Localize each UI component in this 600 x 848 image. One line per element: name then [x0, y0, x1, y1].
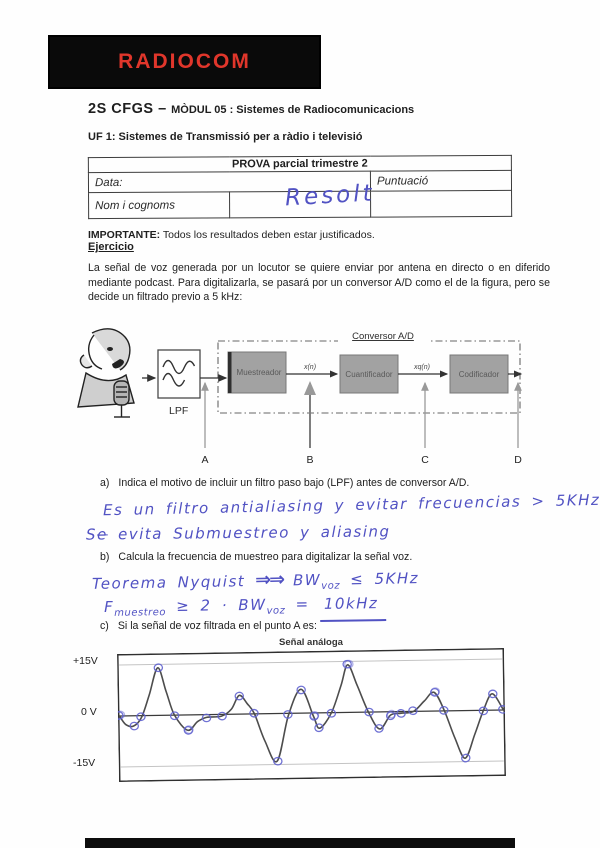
bw-symbol: BW — [292, 570, 322, 590]
chart-title: Señal análoga — [279, 637, 343, 648]
exercise-heading: Ejercicio — [88, 241, 134, 253]
answer-a2-start: S — [85, 525, 98, 544]
quantizer-label: Cuantificador — [345, 370, 393, 379]
date-label-cell: Data: — [88, 171, 370, 192]
question-c-label: c) — [100, 620, 109, 632]
exercise-statement: La señal de voz generada por un locutor se quiere enviar por antena en directo o en diferido mediante podcast. Para digitalizarla, se pasará por un conversor A/D como el de la figura, pero se decide un filtrado previo a 5 kHz: — [88, 262, 550, 304]
announcer-illustration — [78, 329, 134, 417]
course-title — [88, 100, 414, 118]
important-text: Todos los resultados deben estar justificados. — [162, 228, 375, 241]
question-c — [100, 620, 317, 632]
question-b-text: Calcula la frecuencia de muestreo para digitalizar la señal voz. — [118, 551, 413, 563]
lpf-label: LPF — [169, 405, 189, 417]
ytick-minus15: -15V — [73, 757, 96, 769]
point-c-label: C — [421, 454, 429, 466]
question-a-label: a) — [100, 477, 110, 489]
ytick-plus15: +15V — [73, 655, 98, 667]
important-label: IMPORTANTE: — [88, 228, 161, 241]
module-name: MÒDUL 05 : Sistemes de Radiocomunicacions — [171, 104, 415, 116]
question-a-text: Indica el motivo de incluir un filtro paso bajo (LPF) antes de conversor A/D. — [118, 477, 470, 489]
fs-symbol: F — [103, 597, 115, 616]
sampler-block — [228, 352, 286, 393]
exam-info-table — [88, 155, 512, 219]
equals-sign: = — [295, 595, 310, 614]
lpf-filter-box — [158, 350, 200, 398]
coder-label: Codificador — [458, 370, 500, 379]
implies-arrow: ⇒⇒ — [254, 568, 284, 592]
answer-a2-rest: evita Submuestreo y aliasing — [117, 522, 391, 544]
ytick-zero: 0 V — [81, 706, 97, 718]
score-value-cell — [371, 190, 512, 217]
quantizer-block — [340, 355, 398, 393]
converter-label: Conversor A/D — [352, 331, 414, 342]
handwritten-answer-b-line2 — [104, 594, 387, 619]
course-code: 2S CFGS – — [88, 101, 167, 117]
nyquist-theorem-text: Teorema Nyquist — [91, 572, 246, 593]
important-notice — [88, 229, 375, 241]
question-c-text: Si la señal de voz filtrada en el punto A es: — [117, 620, 317, 632]
radiocom-logo-banner — [48, 35, 321, 89]
fs-relation-subscript: voz — [266, 605, 286, 617]
bw-condition: ≤ 5KHz — [350, 569, 420, 589]
sampling-frequency-result: 10kHz — [320, 594, 387, 622]
point-b-label: B — [306, 454, 314, 466]
score-label-cell: Puntuació — [370, 170, 511, 191]
footer-bar — [85, 838, 515, 848]
bw-subscript: voz — [321, 580, 341, 592]
coder-block — [450, 355, 508, 393]
signal-label-xqn: xq(n) — [414, 364, 430, 371]
radiocom-logo-text: RADIOCOM — [118, 50, 251, 73]
handwritten-answer-b-line1 — [92, 566, 419, 596]
question-b — [100, 551, 412, 563]
question-a — [100, 477, 469, 489]
handwritten-answer-a-line2 — [86, 522, 391, 543]
analog-signal-chart — [117, 648, 506, 782]
adc-block-diagram — [70, 325, 535, 467]
answer-a2-struck: e — [96, 525, 108, 544]
fs-subscript: muestreo — [114, 607, 167, 619]
fs-relation: ≥ 2 · BW — [176, 595, 267, 615]
point-d-label: D — [514, 454, 522, 466]
name-value-cell — [230, 180, 376, 218]
sampler-label: Muestreador — [236, 368, 282, 377]
signal-label-xn: x(n) — [303, 364, 317, 371]
point-a-label: A — [201, 454, 209, 466]
name-label-cell: Nom i cognoms — [89, 192, 230, 219]
question-b-label: b) — [100, 551, 110, 563]
exam-title-cell: PROVA parcial trimestre 2 — [88, 155, 511, 172]
handwritten-name: Resolt — [284, 180, 376, 212]
unit-title: UF 1: Sistemes de Transmissió per a ràdio i televisió — [88, 131, 363, 143]
handwritten-answer-a-line1: Es un filtro antialiasing y evitar frecuencias > 5KHz — [102, 490, 600, 520]
